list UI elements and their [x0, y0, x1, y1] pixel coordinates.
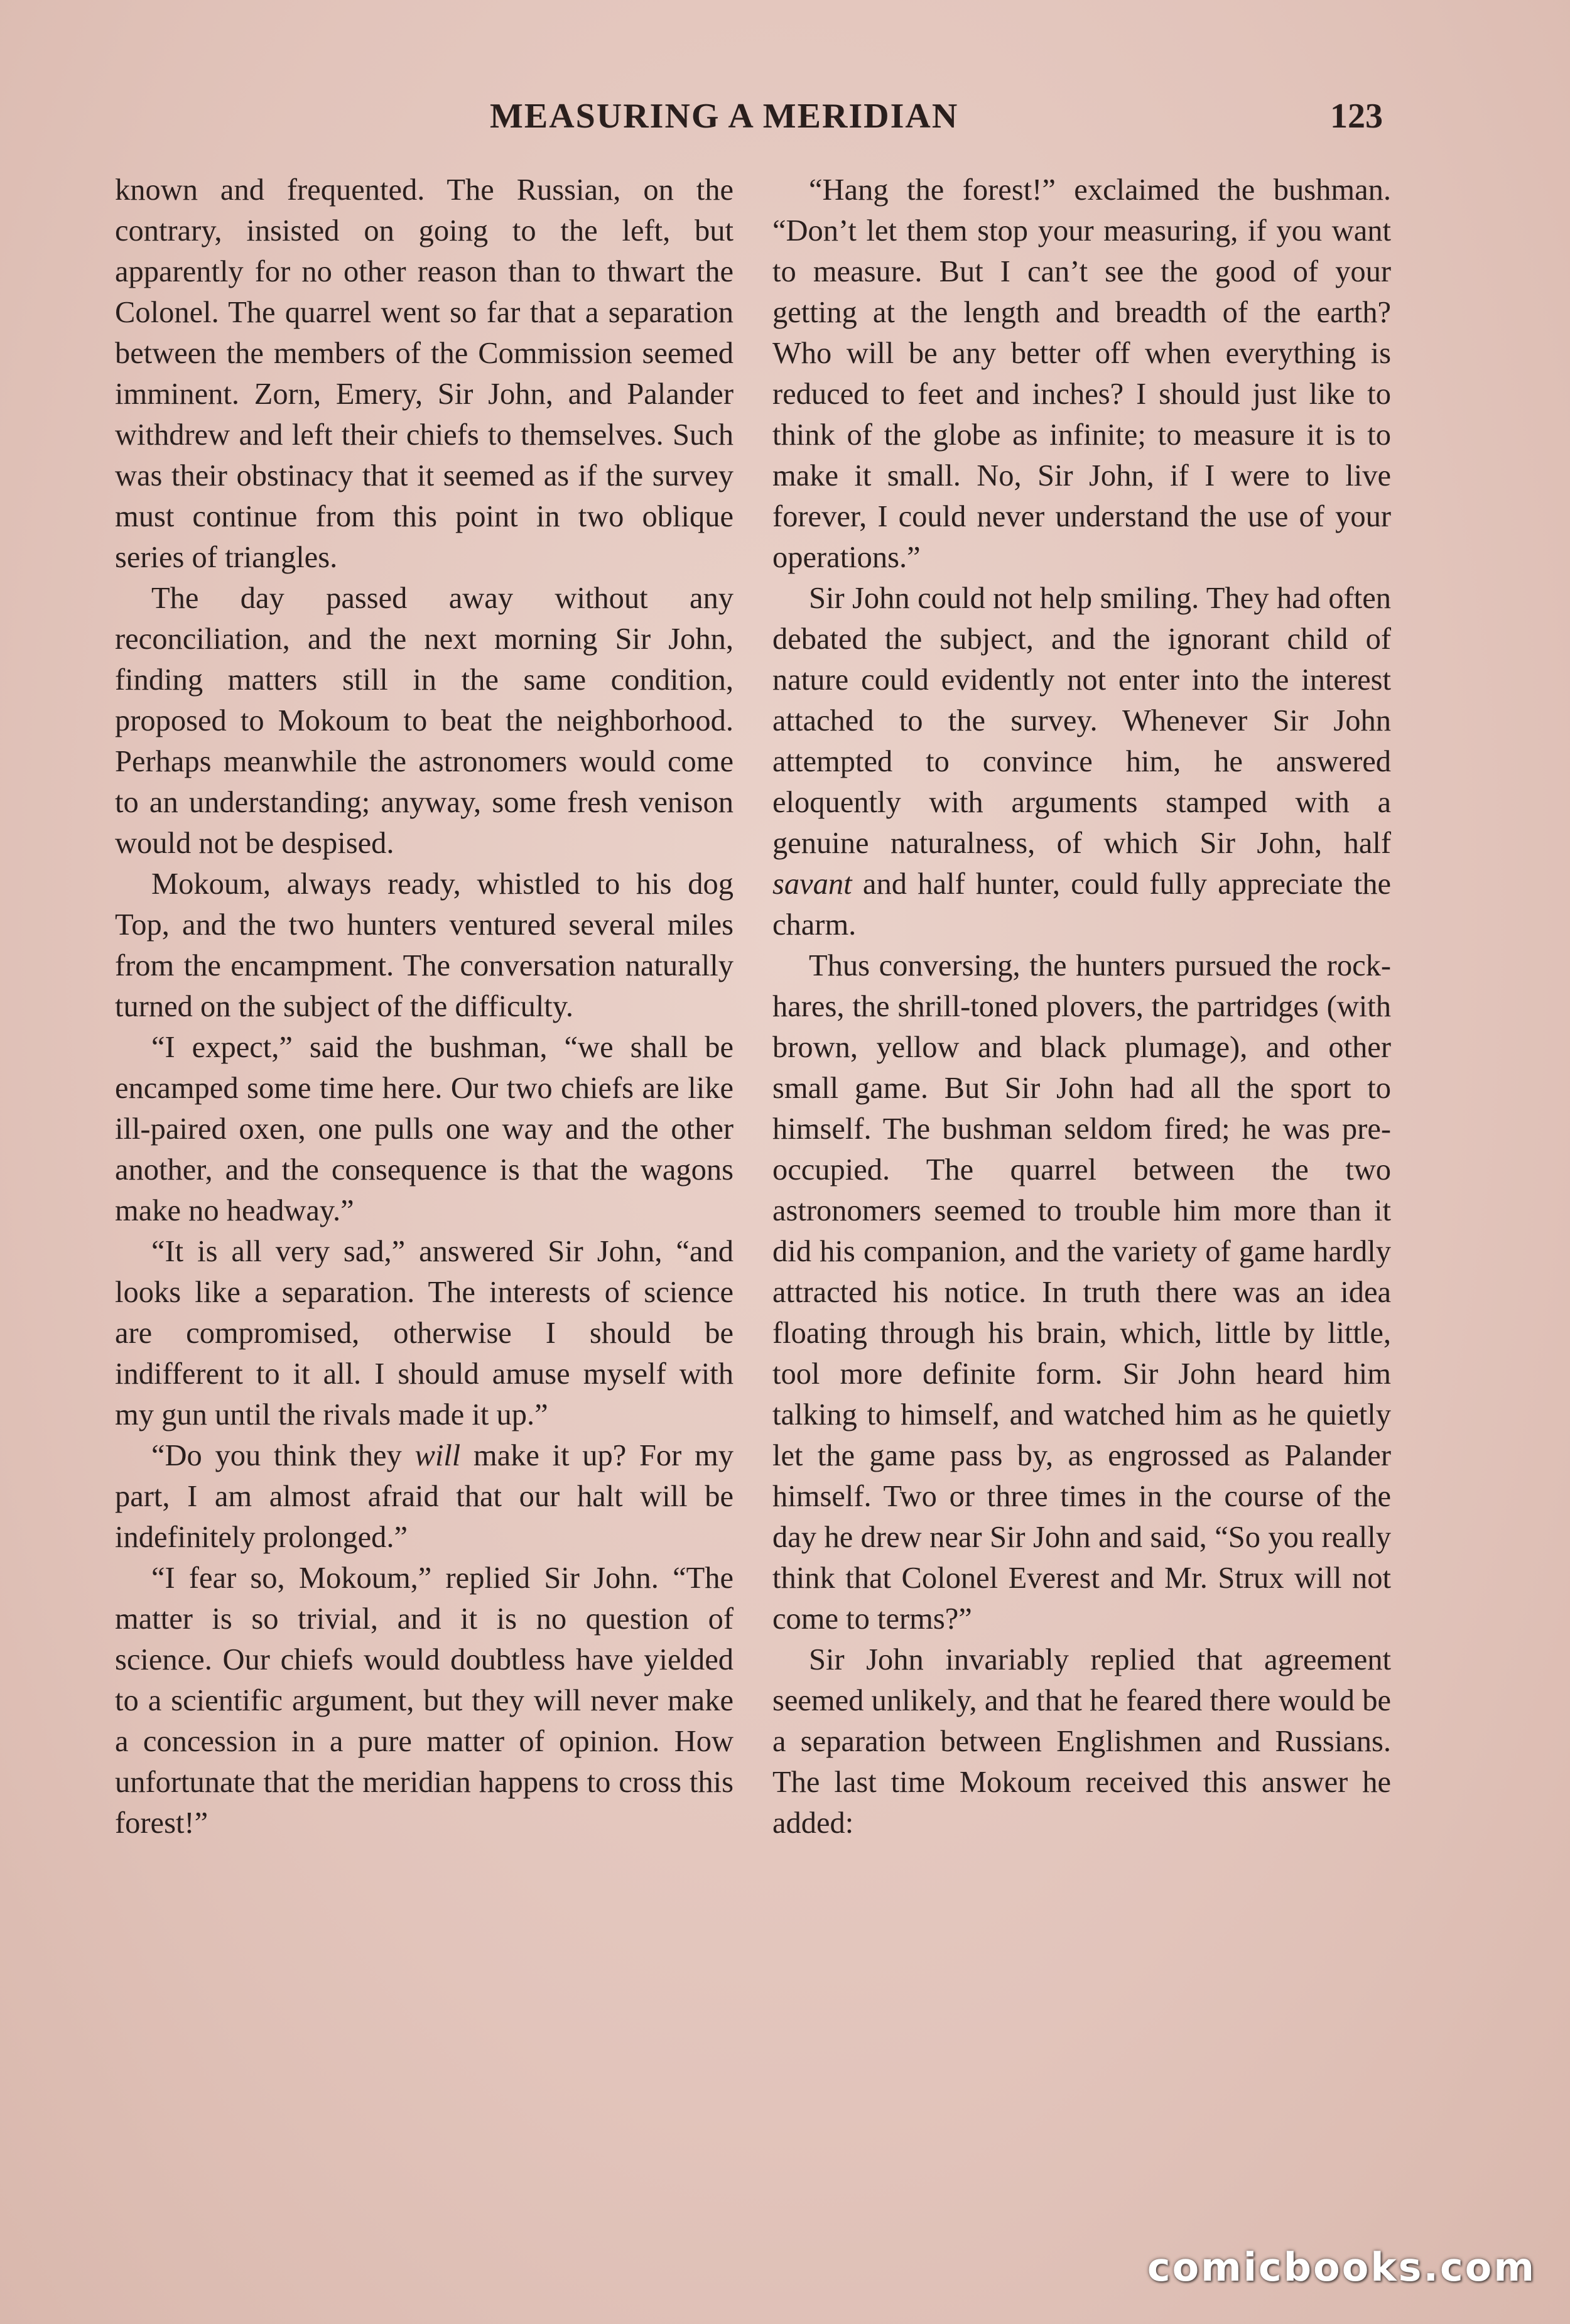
paragraph: The day passed away without any reconciliation, and the next morning Sir John, finding matters still in the same condition, proposed to Mokoum to beat the neighborhood. Perhaps meanwhile the astronomers would come to an understanding; anyway, some fresh venison would not be despised.	[115, 582, 734, 860]
paragraph: “It is all very sad,” answered Sir John, “and looks like a separation. The interests of science are compromised, otherwise I should be indifferent to it all. I should amuse myself with my gun until the rivals made it up.”	[115, 1235, 734, 1431]
paragraph: known and frequented. The Russian, on the contrary, insisted on going to the left, but apparently for no other reason than to thwart the Colonel. The quarrel went so far that a separation between the members of the Commission seemed imminent. Zorn, Emery, Sir John, and Palander withdrew and left their chiefs to themselves. Such was their obstinacy that it seemed as if the survey must continue from this point in two oblique series of triangles.	[115, 173, 734, 574]
paragraph-text: and half hunter, could fully appreciate the charm.	[772, 867, 1391, 942]
paragraph-text: make it up? For my part, I am almost afraid that our halt will be indefinitely prolonged.”	[115, 1439, 734, 1554]
page-number: 123	[1330, 97, 1383, 136]
emphasis: savant	[772, 867, 852, 901]
paragraph: “I expect,” said the bushman, “we shall be encamped some time here. Our two chiefs are like ill-paired oxen, one pulls one way and the other another, and the consequence is that the wagons make no headway.”	[115, 1031, 734, 1227]
running-title: MEASURING A MERIDIAN	[490, 97, 959, 136]
paragraph: Thus conversing, the hunters pursued the rock-hares, the shrill-toned plovers, the partridges (with brown, yellow and black plumage), and other small game. But Sir John had all the sport to himself. The bushman seldom fired; he was pre-occupied. The quarrel between the two astronomers seemed to trouble him more than it did his companion, and the variety of game hardly attracted his notice. In truth there was an idea floating through his brain, which, little by little, tool more definite form. Sir John heard him talking to himself, and watched him as he quietly let the game pass by, as engrossed as Palander himself. Two or three times in the course of the day he drew near Sir John and said, “So you really think that Colonel Everest and Mr. Strux will not come to terms?”	[772, 949, 1391, 1636]
emphasis: will	[414, 1439, 461, 1472]
watermark: comicbooks.com	[1147, 2244, 1536, 2290]
paragraph-text: Sir John could not help smiling. They had often debated the subject, and the ignorant child of nature could evidently not enter into the interest attached to the survey. Whenever Sir John attempted to convince him, he answered eloquently with arguments stamped with a genuine naturalness, of which Sir John, half	[772, 582, 1391, 860]
paragraph-text: “Do you think they	[151, 1439, 415, 1472]
paragraph	[772, 578, 1391, 945]
paragraph: Mokoum, always ready, whistled to his dog Top, and the two hunters ventured several miles from the encampment. The conversation naturally turned on the subject of the difficulty.	[115, 867, 734, 1023]
paragraph: Sir John invariably replied that agreement seemed unlikely, and that he feared there would be a separation between Englishmen and Russians. The last time Mokoum received this answer he added:	[772, 1643, 1391, 1840]
running-header	[0, 88, 1570, 144]
paragraph: “I fear so, Mokoum,” replied Sir John. “The matter is so trivial, and it is no question of science. Our chiefs would doubtless have yielded to a scientific argument, but they will never make a concession in a pure matter of opinion. How unfortunate that the meridian happens to cross this forest!”	[115, 1561, 734, 1840]
paragraph	[115, 1435, 734, 1558]
paragraph: “Hang the forest!” exclaimed the bushman. “Don’t let them stop your measuring, if you want to measure. But I can’t see the good of your getting at the length and breadth of the earth? Who will be any better off when everything is reduced to feet and inches? I should just like to think of the globe as infinite; to measure it is to make it small. No, Sir John, if I were to live forever, I could never understand the use of your operations.”	[772, 173, 1391, 574]
left-column	[115, 170, 734, 1843]
right-column	[772, 170, 1391, 1843]
